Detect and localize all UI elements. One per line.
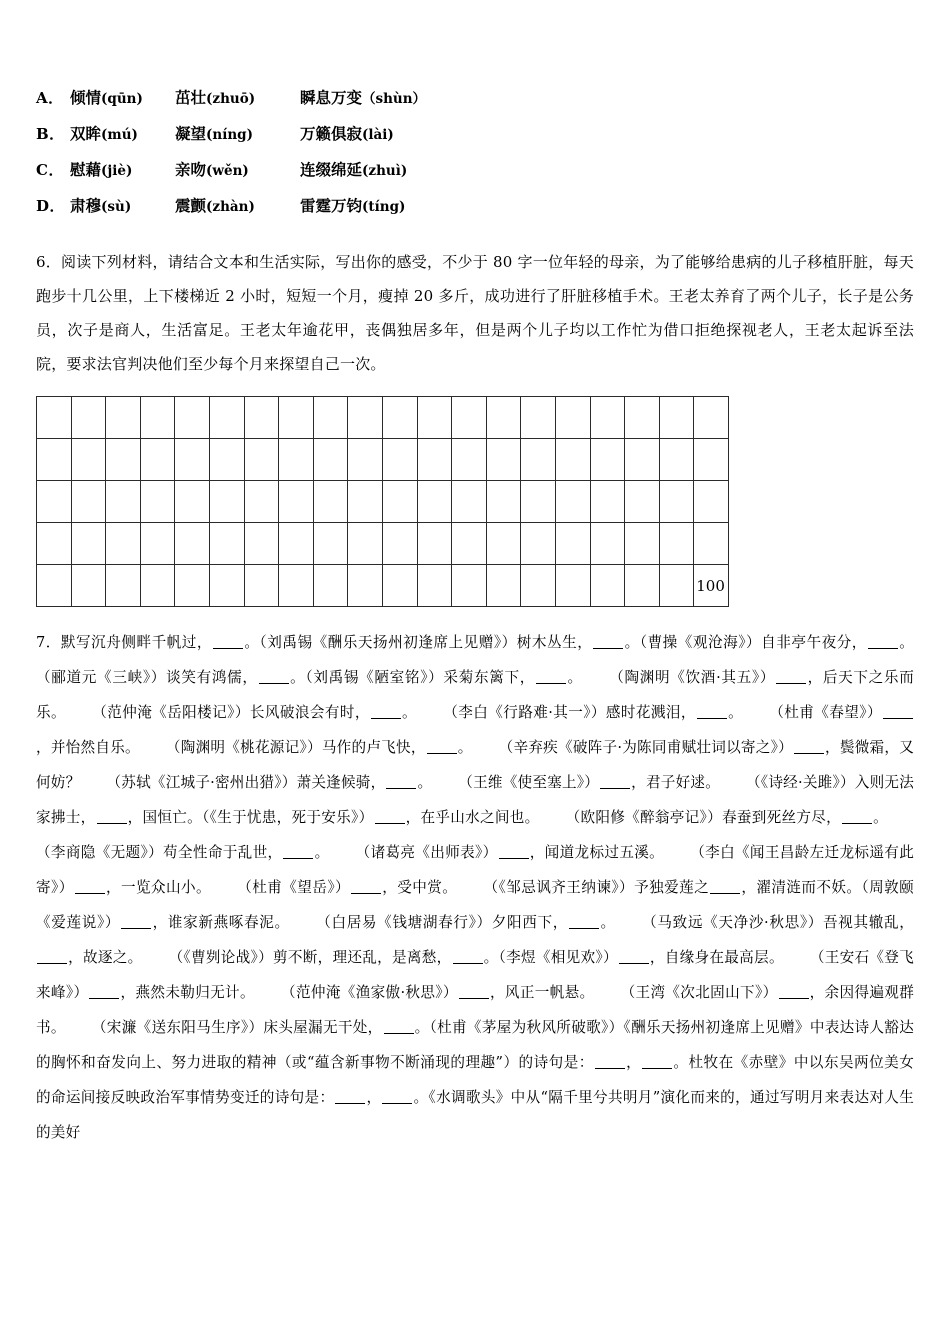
fill-in-blank[interactable] [375,809,405,824]
answer-grid-cell[interactable] [659,397,694,439]
question-6 [36,245,914,381]
answer-grid-cell[interactable] [279,397,314,439]
question-7 [36,625,914,1150]
q7-text-run: 。 [600,914,616,931]
q7-text-run: （欧阳修《醉翁亭记》）春蚕到死丝方尽， [565,809,842,826]
option-a-word-1: 倾情(qūn) [70,88,143,107]
fill-in-blank[interactable] [779,984,809,999]
option-d-word-1: 肃穆(sù) [70,196,132,215]
answer-grid-cell[interactable] [382,565,417,607]
answer-grid-cell[interactable] [209,481,244,523]
answer-grid-cell[interactable] [521,523,556,565]
answer-grid-cell[interactable] [348,481,383,523]
answer-grid-cell[interactable] [521,481,556,523]
answer-grid-cell[interactable] [175,523,210,565]
option-row-d[interactable] [36,194,914,230]
answer-grid-cell[interactable] [175,481,210,523]
option-b-word-1: 双眸(mú) [70,124,138,143]
q7-text-run: ，谁家新燕啄春泥。 [152,914,290,931]
q7-text-run: ，鬓微霜，又何妨？ [36,739,915,791]
q7-text-run: 。 [727,704,744,721]
fill-in-blank[interactable] [382,1089,412,1104]
answer-grid-cell[interactable] [625,439,660,481]
answer-grid-cell[interactable] [382,481,417,523]
pinyin: (wěn) [206,163,249,179]
answer-grid-cell[interactable] [659,481,694,523]
answer-grid-cell[interactable] [590,565,625,607]
option-c-word-1: 慰藉(jiè) [70,160,133,179]
option-letter-a: A． [36,89,64,107]
option-letter-c: C． [36,161,64,179]
q7-text-run: 。（刘禹锡《陋室铭》）采菊东篱下， [289,669,536,686]
answer-grid-cell[interactable] [106,481,141,523]
q7-text-run: ，自缘身在最高层。 [649,949,784,966]
answer-grid-cell[interactable] [37,439,72,481]
q7-text-run: 。 [873,809,888,826]
question-6-text [36,245,914,381]
q7-text-run: （杜甫《春望》） [769,704,882,721]
answer-grid-cell[interactable] [106,523,141,565]
answer-grid-cell[interactable] [694,481,729,523]
answer-grid-cell[interactable] [71,523,106,565]
answer-grid-cell[interactable] [313,565,348,607]
fill-in-blank[interactable] [459,984,489,999]
fill-in-blank[interactable] [499,844,529,859]
answer-grid-row [37,523,729,565]
q7-text-run: （王湾《次北固山下》） [620,984,778,1001]
q7-text-run: （杜甫《望岳》） [237,879,351,896]
answer-grid-cell[interactable] [140,397,175,439]
answer-grid-cell[interactable] [175,439,210,481]
q7-text-run: 。（刘禹锡《酬乐天扬州初逢席上见赠》）树木丛生， [244,634,593,651]
fill-in-blank[interactable] [75,879,105,894]
q7-text-run: （《邹忌讽齐王纳谏》）予独爱莲之 [483,879,710,896]
pinyin: (lài) [362,127,394,143]
answer-grid-cell[interactable] [279,439,314,481]
q7-text-run: （诸葛亮《出师表》） [355,844,498,861]
answer-grid-cell[interactable] [659,439,694,481]
answer-grid-cell[interactable] [313,439,348,481]
answer-grid-cell[interactable] [106,565,141,607]
answer-grid-cell[interactable] [417,523,452,565]
fill-in-blank[interactable] [776,669,806,684]
answer-grid-cell[interactable] [555,481,590,523]
answer-grid-cell[interactable] [209,523,244,565]
answer-grid-cell[interactable] [521,439,556,481]
choice-options-block [36,0,914,230]
answer-grid-cell[interactable] [244,523,279,565]
option-letter-b: B． [36,125,65,143]
fill-in-blank[interactable] [453,949,483,964]
fill-in-blank[interactable] [868,634,898,649]
option-row-b[interactable] [36,122,914,158]
q7-text-run: （杜甫《茅屋为秋风所破歌》）《酬乐天扬州初逢席上见赠》中表达诗人豁达的胸怀和奋发向上、努力进取的精神（或“蕴含新事物不断涌现的理趣”）的诗句是： [36,1019,915,1071]
answer-grid-cell[interactable] [555,439,590,481]
fill-in-blank[interactable] [89,984,119,999]
pinyin: （shùn） [362,91,427,107]
q7-text-run: 。（李煜《相见欢》） [483,949,618,966]
q7-text-run: ， [625,1054,642,1071]
fill-in-blank[interactable] [371,704,401,719]
question-7-text [36,625,914,1150]
answer-grid-cell[interactable] [625,397,660,439]
question-7-body [36,634,914,1141]
answer-grid-cell[interactable] [140,439,175,481]
fill-in-blank[interactable] [642,1054,672,1069]
answer-grid-cell[interactable] [590,481,625,523]
answer-grid-cell[interactable] [244,397,279,439]
answer-grid-cell[interactable] [106,439,141,481]
answer-grid-cell[interactable] [382,523,417,565]
q7-text-run: ，余因得遍观群书。 [36,984,914,1036]
answer-grid-cell[interactable] [71,397,106,439]
q7-text-run: ，风正一帆悬。 [489,984,595,1001]
answer-grid-cell[interactable] [279,481,314,523]
q7-text-run: 。（郦道元《三峡》）谈笑有鸿儒， [36,634,915,686]
option-c-word-2: 亲吻(wěn) [175,160,249,179]
fill-in-blank[interactable] [97,809,127,824]
fill-in-blank[interactable] [283,844,313,859]
answer-grid-cell[interactable] [106,397,141,439]
q7-text-run: ， [366,1089,382,1106]
fill-in-blank[interactable] [710,879,740,894]
fill-in-blank[interactable] [427,739,457,754]
answer-grid-cell[interactable] [313,481,348,523]
answer-grid-cell[interactable] [417,565,452,607]
answer-grid-cell[interactable] [486,565,521,607]
answer-grid-cell[interactable] [313,397,348,439]
answer-grid-cell[interactable] [279,523,314,565]
answer-grid-cell[interactable] [452,397,487,439]
answer-grid-cell[interactable] [694,439,729,481]
answer-grid-cell[interactable] [244,481,279,523]
answer-grid-cell[interactable] [417,439,452,481]
q7-text-run: （宋濂《送东阳马生序》）床头屋漏无干处， [91,1019,383,1036]
answer-grid-cell[interactable] [37,481,72,523]
answer-grid-cell[interactable] [625,481,660,523]
answer-grid-cell[interactable] [486,523,521,565]
answer-grid-cell[interactable] [625,523,660,565]
pinyin: (sù) [101,199,132,215]
fill-in-blank[interactable] [213,634,243,649]
answer-grid-cell[interactable] [244,565,279,607]
q7-text-run: 。 [417,774,433,791]
q7-text-run: 。 [414,1019,430,1036]
q7-text-run: 。 [457,739,473,756]
answer-grid-cell[interactable] [382,439,417,481]
q7-text-run: 。《水调歌头》中从“隔千里兮共明月”演化而来的，通过写明月来表达对人生的美好 [36,1089,914,1141]
option-letter-d: D． [36,197,66,215]
q7-text-run: （李商隐《无题》）苟全性命于乱世， [36,844,283,861]
q7-text-run: 。（曹操《观沧海》）自非亭午夜分， [624,634,867,651]
fill-in-blank[interactable] [569,914,599,929]
fill-in-blank[interactable] [595,1054,625,1069]
answer-grid-cell[interactable] [348,523,383,565]
q7-text-run: 。杜牧在《赤壁》中以东吴两位美女的命运间接反映政治军事情势变迁的诗句是： [36,1054,915,1106]
fill-in-blank[interactable] [351,879,381,894]
fill-in-blank[interactable] [259,669,289,684]
option-a-word-3: 瞬息万变（shùn） [300,88,427,107]
answer-grid-cell[interactable] [382,397,417,439]
fill-in-blank[interactable] [794,739,824,754]
q7-text-run: ，在乎山水之间也。 [405,809,540,826]
answer-grid-cell[interactable] [175,397,210,439]
q7-text-run: ，一览众山小。 [105,879,212,896]
q7-text-run: （苏轼《江城子·密州出猎》）萧关逢候骑， [106,774,386,791]
q7-text-run: 。 [401,704,418,721]
answer-grid[interactable] [36,396,729,607]
answer-grid-cell[interactable] [452,565,487,607]
question-7-number: 7． [36,634,61,651]
q7-text-run: ，受中赏。 [382,879,458,896]
answer-grid-cell[interactable] [555,565,590,607]
q7-text-run: ，君子好逑。 [631,774,721,791]
option-b-word-2: 凝望(níng) [175,124,253,143]
answer-grid-cell[interactable] [590,439,625,481]
option-row-a[interactable] [36,86,914,122]
option-row-c[interactable] [36,158,914,194]
q7-text-run: （白居易《钱塘湖春行》）夕阳西下， [315,914,568,931]
answer-grid-cell[interactable] [659,523,694,565]
q7-text-run: ，并怡然自乐。 [36,739,140,756]
q7-text-run: ，闻道龙标过五溪。 [529,844,665,861]
answer-grid-cell[interactable] [348,397,383,439]
q7-text-run: （陶渊明《饮酒·其五》） [608,669,776,686]
pinyin: (jiè) [101,163,133,179]
fill-in-blank[interactable] [600,774,630,789]
answer-grid-cell[interactable] [555,523,590,565]
answer-grid-cell[interactable] [348,565,383,607]
q7-text-run: ，燕然未勒归无计。 [120,984,255,1001]
fill-in-blank[interactable] [619,949,649,964]
answer-grid-cell[interactable] [244,439,279,481]
answer-grid-cell[interactable] [37,523,72,565]
fill-in-blank[interactable] [37,949,67,964]
q7-text-run: （范仲淹《岳阳楼记》）长风破浪会有时， [92,704,370,721]
option-c-word-3: 连缀绵延(zhuì) [300,160,408,179]
option-a-word-2: 茁壮(zhuō) [175,88,256,107]
q7-text-run: ，濯清涟而不妖。（周敦颐《爱莲说》） [36,879,914,931]
fill-in-blank[interactable] [335,1089,365,1104]
fill-in-blank[interactable] [384,1019,414,1034]
q7-text-run: （王维《使至塞上》） [458,774,600,791]
pinyin: (zhuì) [362,163,408,179]
answer-grid-cell[interactable] [486,481,521,523]
answer-grid-cell[interactable] [71,565,106,607]
answer-grid-cell[interactable] [417,397,452,439]
answer-grid-cell[interactable] [590,397,625,439]
q7-text-run: （范仲淹《渔家傲·秋思》） [280,984,458,1001]
answer-grid-cell[interactable] [209,397,244,439]
q7-text-run: （李白《闻王昌龄左迁龙标遥有此寄》） [36,844,914,896]
q7-text-run: （陶渊明《桃花源记》）马作的卢飞快， [165,739,426,756]
answer-grid-cell[interactable] [209,565,244,607]
answer-grid-cell[interactable] [417,481,452,523]
answer-grid-cell[interactable] [140,481,175,523]
q7-text-run: ，国恒亡。（《生于忧患，死于安乐》） [127,809,374,826]
pinyin: (tíng) [362,199,406,215]
answer-grid-cell[interactable] [694,523,729,565]
answer-grid-cell[interactable] [521,397,556,439]
question-6-number: 6． [36,253,62,271]
q7-text-run: （辛弃疾《破阵子·为陈同甫赋壮词以寄之》） [498,739,793,756]
fill-in-blank[interactable] [697,704,727,719]
q7-text-run: （《曹刿论战》）剪不断，理还乱，是离愁， [168,949,452,966]
option-d-word-3: 雷霆万钧(tíng) [300,196,406,215]
fill-in-blank[interactable] [386,774,416,789]
answer-grid-cell[interactable] [659,565,694,607]
answer-grid-cell[interactable] [140,523,175,565]
answer-grid-cell[interactable] [452,523,487,565]
q7-text-run: 。 [567,669,583,686]
answer-grid-cell[interactable] [521,565,556,607]
answer-grid-cell[interactable] [348,439,383,481]
q7-text-run: 。 [314,844,330,861]
fill-in-blank[interactable] [842,809,872,824]
answer-grid-cell[interactable] [71,481,106,523]
pinyin: (qūn) [101,91,143,107]
pinyin: (níng) [206,127,253,143]
option-d-word-2: 震颤(zhàn) [175,196,255,215]
fill-in-blank[interactable] [593,634,623,649]
question-6-body: 阅读下列材料，请结合文本和生活实际，写出你的感受，不少于 80 字一位年轻的母亲，为了能够给患病的儿子移植肝脏，每天跑步十几公里，上下楼梯近 2 小时，短短一个月，瘦掉 20 多斤，成功进行了肝脏移植手术。王老太养育了两个儿子，长子是公务员，次子是商人，生活富足。王老太年逾花甲，丧偶独居多年，但是两个儿子均以工作忙为借口拒绝探视老人，王老太起诉至法院，要求法官判决他们至少每个月来探望自己一次。 [36,253,914,373]
q7-text-run: （王安石《登飞来峰》） [36,949,914,1001]
answer-grid-row [37,481,729,523]
answer-grid-cell[interactable] [452,481,487,523]
answer-grid-wrapper [36,396,914,607]
fill-in-blank[interactable] [536,669,566,684]
q7-text-run: （马致远《天净沙·秋思》）吾视其辙乱， [641,914,914,931]
answer-grid-cell[interactable] [175,565,210,607]
q7-text-run: 默写沉舟侧畔千帆过， [60,634,213,651]
answer-grid-cell[interactable] [625,565,660,607]
answer-grid-row [37,439,729,481]
answer-grid-count-marker[interactable]: 100 [694,565,729,607]
answer-grid-row [37,397,729,439]
answer-grid-cell[interactable] [37,565,72,607]
answer-grid-cell[interactable] [555,397,590,439]
answer-grid-cell[interactable] [590,523,625,565]
pinyin: (zhàn) [206,199,255,215]
fill-in-blank[interactable] [883,704,913,719]
pinyin: (zhuō) [206,91,256,107]
answer-grid-cell[interactable] [279,565,314,607]
answer-grid-row [37,565,729,607]
answer-grid-cell[interactable] [140,565,175,607]
fill-in-blank[interactable] [121,914,151,929]
answer-grid-cell[interactable] [452,439,487,481]
answer-grid-cell[interactable] [71,439,106,481]
answer-grid-cell[interactable] [694,397,729,439]
answer-grid-cell[interactable] [313,523,348,565]
q7-text-run: ，故逐之。 [68,949,143,966]
q7-text-run: （李白《行路难·其一》）感时花溅泪， [443,704,696,721]
answer-grid-cell[interactable] [209,439,244,481]
pinyin: (mú) [101,127,138,143]
q7-text-run: ，后天下之乐而乐。 [36,669,914,721]
answer-grid-cell[interactable] [486,397,521,439]
q7-text-run: （《诗经·关雎》）入则无法家拂士， [36,774,915,826]
answer-grid-cell[interactable] [486,439,521,481]
answer-grid-cell[interactable] [37,397,72,439]
option-b-word-3: 万籁俱寂(lài) [300,124,394,143]
